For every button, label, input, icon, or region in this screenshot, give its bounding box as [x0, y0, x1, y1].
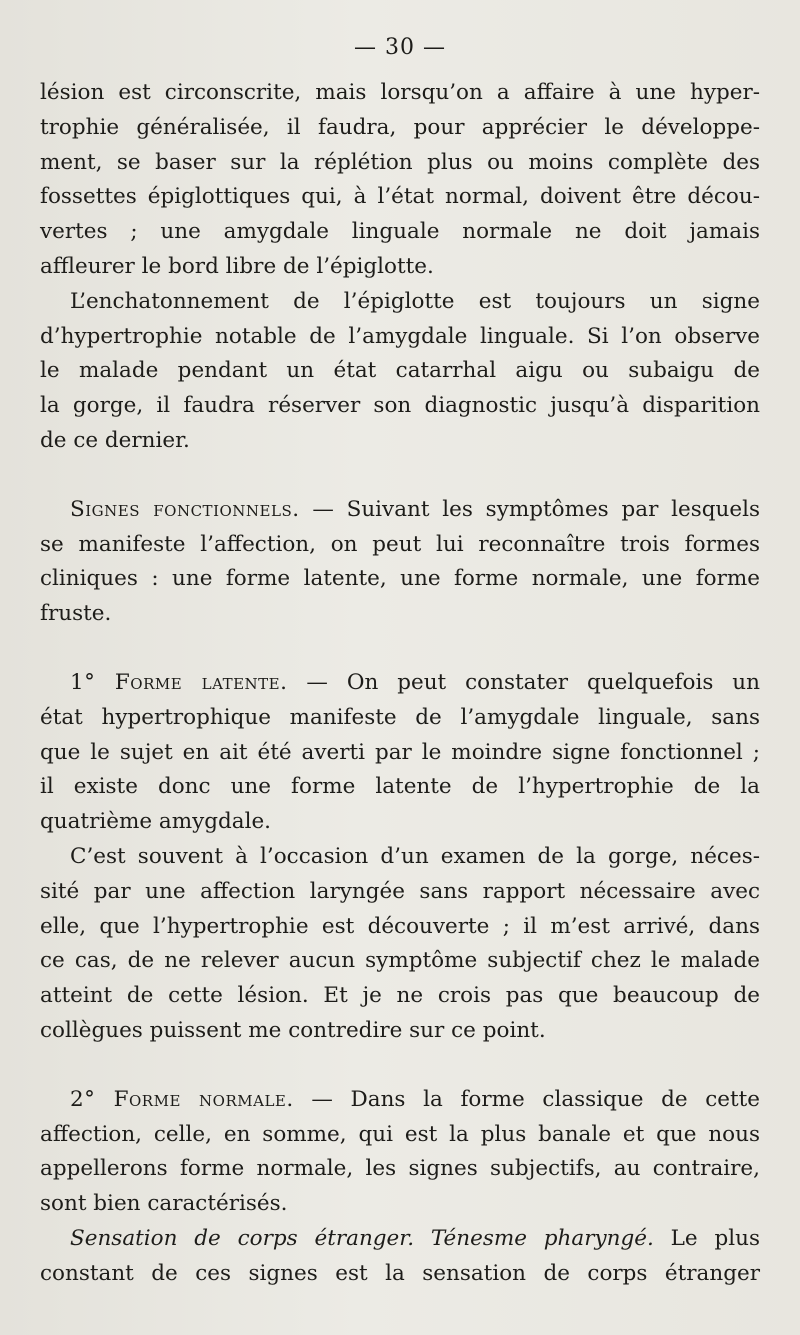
text-line: Sensation de corps étranger. Ténesme pharyngé. Le plus	[70, 1225, 760, 1251]
text-line: que le sujet en ait été averti par le moindre signe fonctionnel ;	[40, 739, 760, 765]
paragraph-5	[40, 840, 760, 1049]
text-line: affection, celle, en somme, qui est la plus banale et que nous	[40, 1121, 760, 1147]
text-line: fossettes épiglottiques qui, à l’état normal, doivent être décou-	[40, 184, 760, 210]
text-line: fruste.	[40, 601, 112, 627]
text-line: atteint de cette lésion. Et je ne crois pas que beaucoup de	[40, 983, 760, 1009]
italic-subheading: Sensation de corps étranger. Ténesme pharyngé.	[70, 1225, 654, 1251]
text-line: vertes ; une amygdale linguale normale ne doit jamais	[40, 219, 760, 245]
text-line: 2° Forme normale. — Dans la forme classique de cette	[70, 1086, 760, 1112]
text-line: quatrième amygdale.	[40, 809, 272, 835]
paragraph-2	[40, 285, 760, 459]
text-line: elle, que l’hypertrophie est découverte ; il m’est arrivé, dans	[40, 913, 760, 939]
text-line: sont bien caractérisés.	[40, 1191, 288, 1217]
text-line: ment, se baser sur la réplétion plus ou moins complète des	[40, 149, 760, 175]
section-heading: Signes fonctionnels.	[70, 496, 300, 522]
text-line: affleurer le bord libre de l’épiglotte.	[40, 253, 434, 279]
text-line: trophie généralisée, il faudra, pour apprécier le développe-	[40, 114, 760, 140]
text-line: lésion est circonscrite, mais lorsqu’on a affaire à une hyper-	[40, 80, 760, 105]
text-line: collègues puissent me contredire sur ce point.	[40, 1017, 546, 1043]
text-line: d’hypertrophie notable de l’amygdale linguale. Si l’on observe	[40, 323, 760, 349]
text-line: constant de ces signes est la sensation de corps étranger	[40, 1260, 760, 1286]
text-line: se manifeste l’affection, on peut lui reconnaître trois formes	[40, 531, 760, 557]
text-line: appellerons forme normale, les signes subjectifs, au contraire,	[40, 1156, 760, 1182]
text-line: Signes fonctionnels. — Suivant les symptômes par lesquels	[70, 496, 760, 522]
paragraph-forme-latente	[40, 666, 760, 840]
page-number: — 30 —	[354, 35, 446, 60]
text-line: état hypertrophique manifeste de l’amygdale linguale, sans	[40, 704, 760, 730]
text-line: L’enchatonnement de l’épiglotte est toujours un signe	[70, 288, 760, 314]
text-line: la gorge, il faudra réserver son diagnostic jusqu’à disparition	[40, 393, 760, 419]
text-line: sité par une affection laryngée sans rapport nécessaire avec	[40, 878, 760, 904]
text-line: de ce dernier.	[40, 427, 190, 453]
text-line: le malade pendant un état catarrhal aigu ou subaigu de	[40, 358, 760, 384]
section-heading: 2° Forme normale.	[70, 1086, 294, 1112]
paragraph-sensation	[40, 1222, 760, 1292]
paragraph-1	[40, 76, 760, 285]
text-line: C’est souvent à l’occasion d’un examen de la gorge, néces-	[70, 843, 760, 869]
text-line: cliniques : une forme latente, une forme normale, une forme	[40, 566, 760, 592]
section-heading: 1° Forme latente.	[70, 669, 288, 695]
paragraph-signes-fonctionnels	[40, 493, 760, 632]
text-line: ce cas, de ne relever aucun symptôme subjectif chez le malade	[40, 948, 760, 974]
paragraph-forme-normale	[40, 1083, 760, 1222]
text-line: il existe donc une forme latente de l’hypertrophie de la	[40, 774, 760, 800]
text-line: 1° Forme latente. — On peut constater quelquefois un	[70, 669, 760, 695]
